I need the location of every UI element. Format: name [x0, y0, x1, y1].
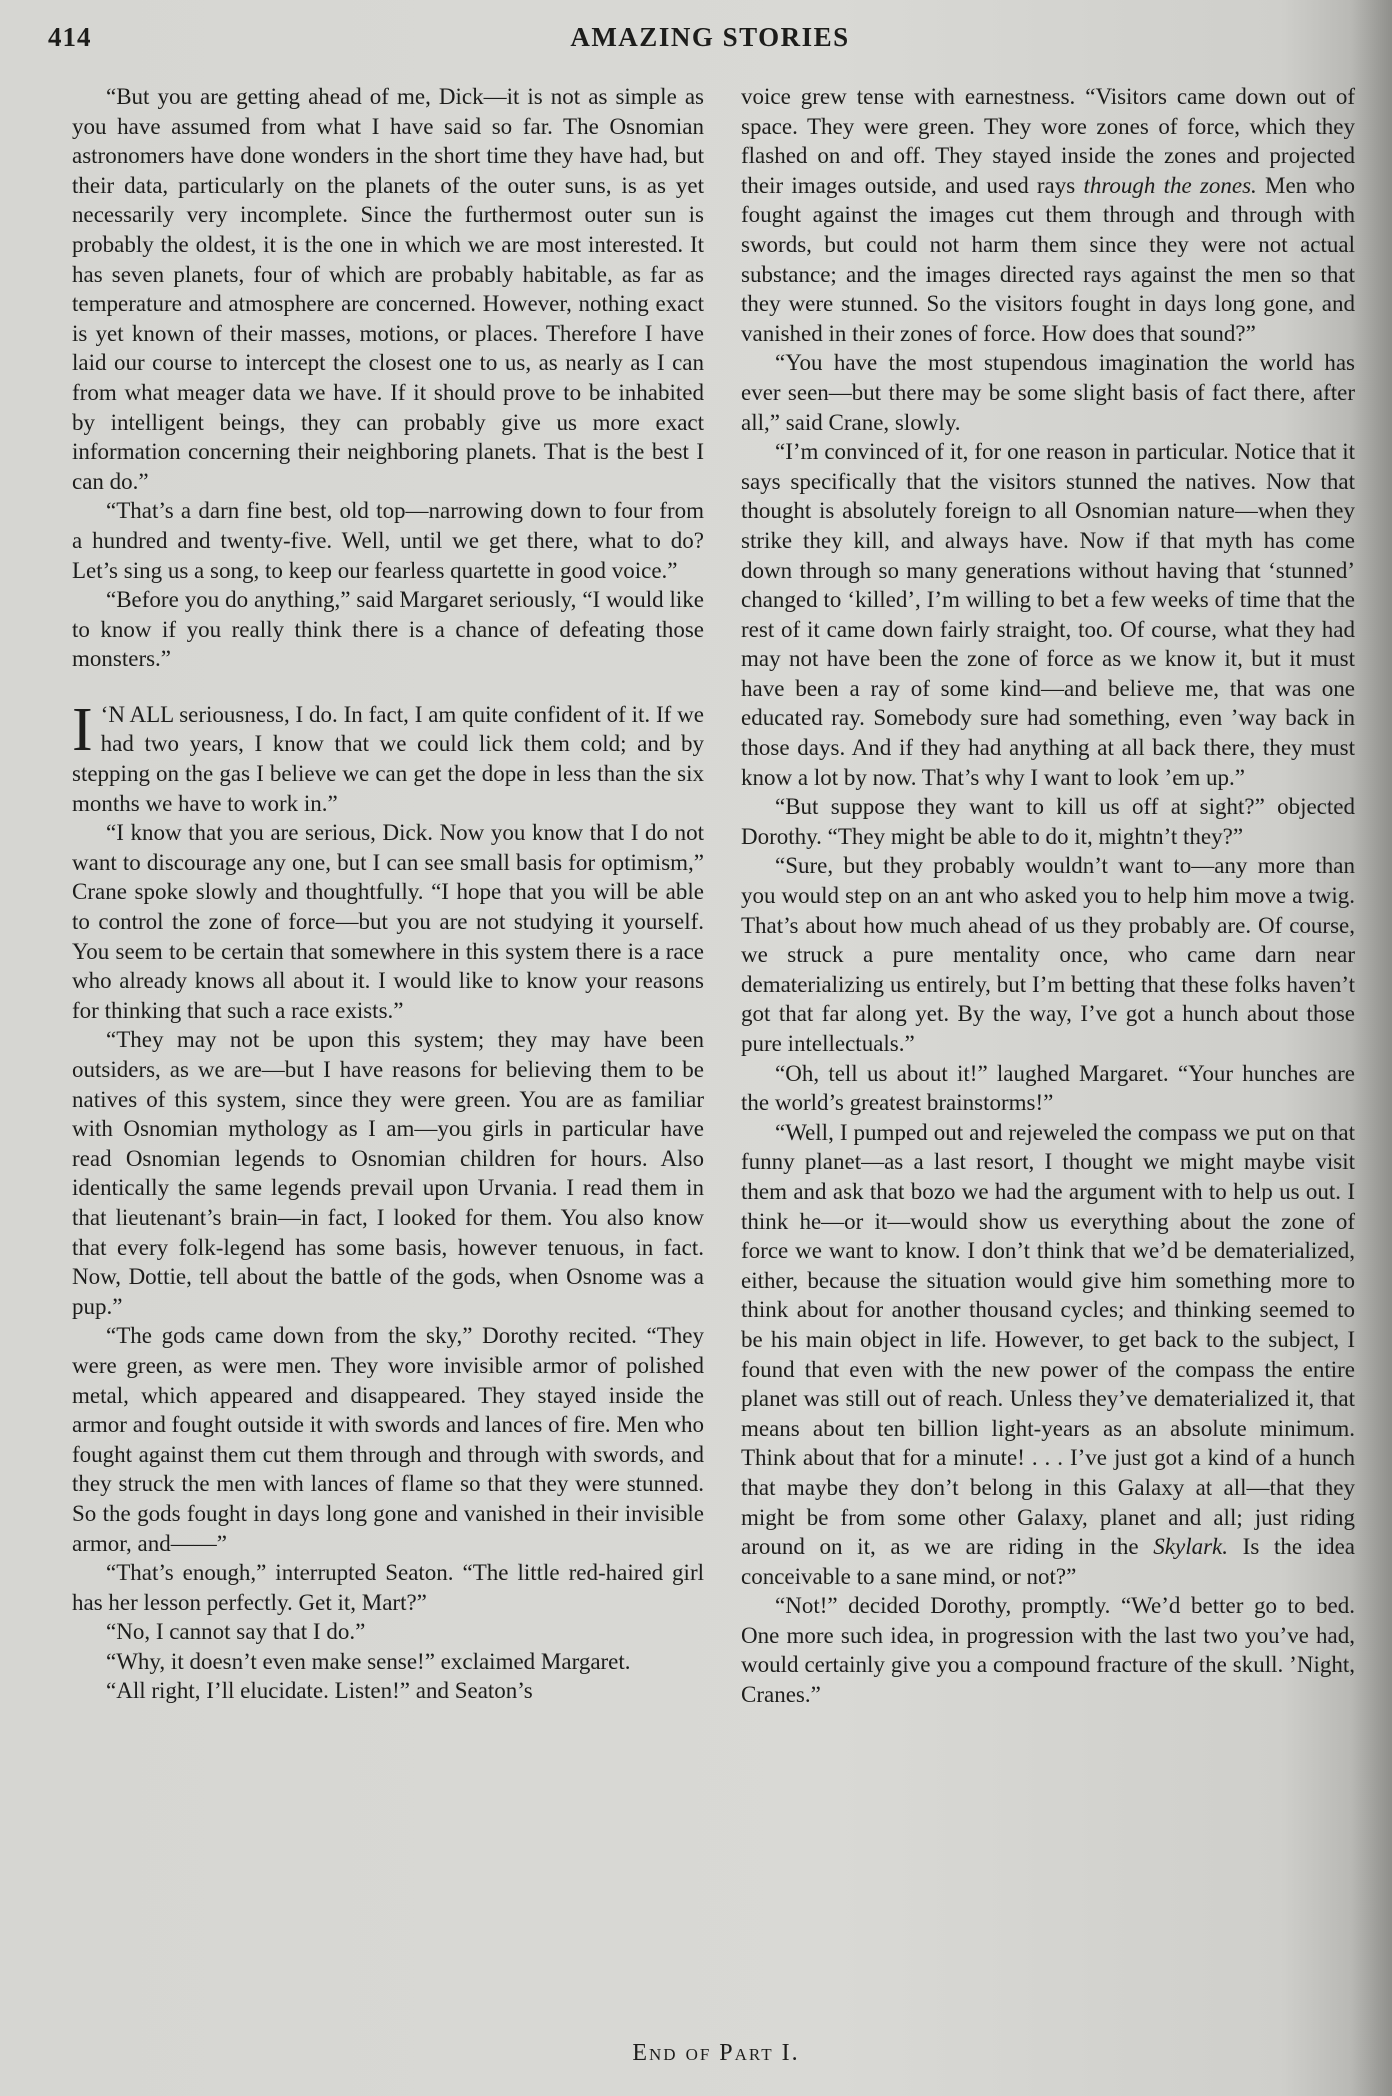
paragraph: “I know that you are serious, Dick. Now you know that I do not want to discourage any one, but I can see small basis for optimism,” Crane spoke slowly and thoughtfully. “I hope that you will be able to control the zone of force—but you are not studying it yourself. You seem to be certain that somewhere in this system there is a race who already knows all about it. I would like to know your reasons for thinking that such a race exists.”: [72, 820, 704, 1023]
left-column: [72, 82, 704, 1706]
magazine-title: AMAZING STORIES: [570, 22, 850, 52]
end-of-part-label: End of Part I.: [632, 2040, 800, 2066]
paragraph: “Oh, tell us about it!” laughed Margaret. “Your hunches are the world’s greatest brainstorms!”: [741, 1060, 1355, 1116]
paragraph: “No, I cannot say that I do.”: [106, 1619, 366, 1645]
italic-text: Skylark.: [1153, 1534, 1229, 1560]
opening-quote: ‘: [100, 701, 109, 727]
paragraph: “That’s a darn fine best, old top—narrowing down to four from a hundred and twenty-five. Well, until we get there, what to do? Let’s sing us a song, to keep our fearless quartette in good voice.”: [72, 498, 704, 583]
paragraph: “Not!” decided Dorothy, promptly. “We’d better go to bed. One more such idea, in progression with the last two you’ve had, would certainly give you a compound fracture of the skull. ’Night, Cranes.”: [741, 1593, 1355, 1708]
paragraph: “But suppose they want to kill us off at sight?” objected Dorothy. “They might be able to do it, mightn’t they?”: [741, 794, 1355, 849]
paragraph: “The gods came down from the sky,” Dorothy recited. “They were green, as were men. They wore invisible armor of polished metal, which appeared and disappeared. They stayed inside the armor and fought outside it with swords and lances of fire. Men who fought against them cut them through and through with swords, and they struck the men with lances of flame so that they were stunned. So the gods fought in days long gone and vanished in their invisible armor, and——”: [72, 1323, 704, 1556]
paragraph-text: voice grew tense with earnestness. “Visitors came down out of space. They were green. They wore zones of force, which they flashed on and off. They stayed inside the zones and projected their images outside, and used rays: [741, 84, 1355, 198]
paragraph: “You have the most stupendous imagination the world has ever seen—but there may be some slight basis of fact there, after all,” said Crane, slowly.: [741, 350, 1355, 435]
paragraph: “All right, I’ll elucidate. Listen!” and Seaton’s: [106, 1678, 533, 1704]
page-header: [48, 22, 1332, 62]
paragraph-text: Is the idea conceivable to a sane mind, or not?”: [741, 1534, 1355, 1589]
right-column: [741, 82, 1355, 1710]
paragraph-text: Men who fought against the images cut them through and through with swords, but could not harm them since they were not actual substance; and the images directed rays against the men so that they were stunned. So the visitors fought in days long gone, and vanished in their zones of force. How does that sound?”: [741, 172, 1356, 346]
paragraph: “That’s enough,” interrupted Seaton. “The little red-haired girl has her lesson perfectly. Get it, Mart?”: [72, 1560, 704, 1615]
paragraph: [741, 1118, 1355, 1592]
paragraph: [741, 82, 1355, 348]
paragraph: “I’m convinced of it, for one reason in particular. Notice that it says specifically that the visitors stunned the natives. Now that thought is absolutely foreign to all Osnomian nature—when they strike they kill, and always have. Now if that myth has come down through so many generations without having that ‘stunned’ changed to ‘killed’, I’m willing to bet a few weeks of time that the rest of it came down fairly straight, too. Of course, what they had may not have been the zone of force as we know it, but it must have been a ray of some kind—and believe me, that was one educated ray. Somebody sure had something, even ’way back in those days. And if they had anything at all back there, they must know a lot by now. That’s why I want to look ’em up.”: [741, 439, 1355, 790]
paragraph-text: N ALL seriousness, I do. In fact, I am quite confident of it. If we had two years, I know that we could lick them cold; and by stepping on the gas I believe we can get the dope in less than the six months we have to work in.”: [72, 701, 704, 816]
paragraph: “Why, it doesn’t even make sense!” exclaimed Margaret.: [106, 1648, 631, 1674]
section-start-paragraph: [72, 695, 704, 818]
paragraph: “They may not be upon this system; they may have been outsiders, as we are—but I have reasons for believing them to be natives of this system, since they were green. You are as familiar with Osnomian mythology as I am—you girls in particular have read Osnomian legends to Osnomian children for hours. Also identically the same legends prevail upon Urvania. I read them in that lieutenant’s brain—in fact, I looked for them. You also know that every folk-legend has some basis, however tenuous, in fact. Now, Dottie, tell about the battle of the gods, when Osnome was a pup.”: [72, 1027, 704, 1319]
paragraph: “Before you do anything,” said Margaret seriously, “I would like to know if you really think there is a chance of defeating those monsters.”: [72, 587, 704, 672]
paragraph-text: “Well, I pumped out and rejeweled the compass we put on that funny planet—as a last resort, I thought we might maybe visit them and ask that bozo we had the argument with to help us out. I think he—or it—would show us everything about the zone of force we want to know. I don’t think that we’d be dematerialized, either, because the situation would give him something more to think about for another thousand cycles; and thinking seemed to be his main object in life. However, to get back to the subject, I found that even with the new power of the compass the entire planet was still out of reach. Unless they’ve dematerialized it, that means about ten billion light-years as an absolute minimum. Think about that for a minute! . . . I’ve just got a kind of a hunch that maybe they don’t belong in this Galaxy at all—that they might be from some other Galaxy, planet and all; just riding around on it, as we are riding in the: [741, 1119, 1355, 1560]
paragraph: “Sure, but they probably wouldn’t want to—any more than you would step on an ant who asked you to help him move a twig. That’s about how much ahead of us they probably are. Of course, we struck a pure mentality once, who came darn near dematerializing us entirely, but I’m betting that these folks haven’t got that far along yet. By the way, I’ve got a hunch about those pure intellectuals.”: [741, 853, 1355, 1056]
drop-cap: I: [72, 695, 93, 764]
page-number: 414: [48, 22, 92, 52]
italic-text: through the zones.: [1083, 172, 1257, 198]
paragraph: “But you are getting ahead of me, Dick—it is not as simple as you have assumed from what I have said so far. The Osnomian astronomers have done wonders in the short time they have had, but their data, particularly on the planets of the outer suns, is as yet necessarily very incomplete. Since the furthermost outer sun is probably the oldest, it is the one in which we are most interested. It has seven planets, four of which are probably habitable, as far as temperature and atmosphere are concerned. However, nothing exact is yet known of their masses, motions, or places. Therefore I have laid our course to intercept the closest one to us, as nearly as I can from what meager data we have. If it should prove to be inhabited by intelligent beings, they can probably give us more exact information concerning their neighboring planets. That is the best I can do.”: [72, 84, 704, 494]
